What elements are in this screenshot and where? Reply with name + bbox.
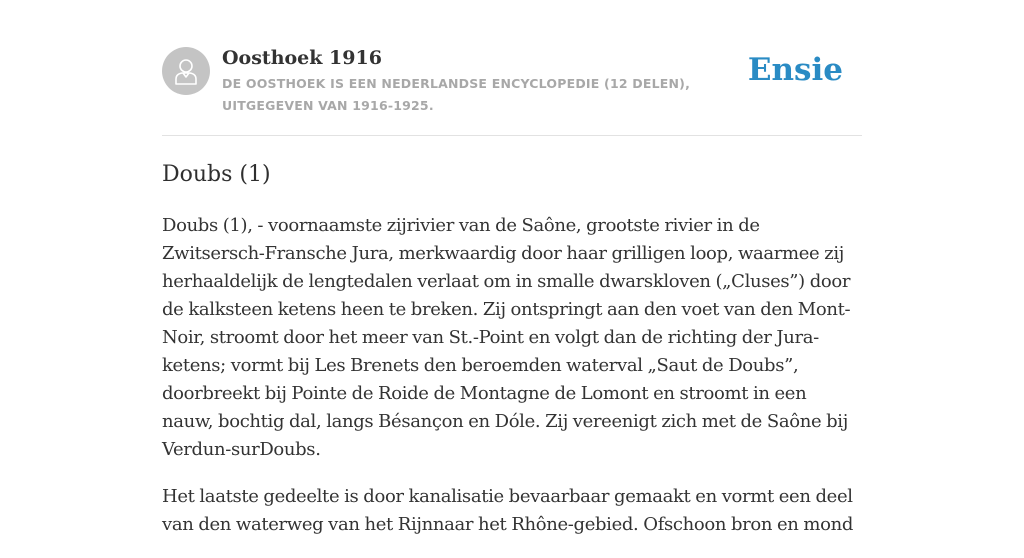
source-header	[162, 0, 862, 136]
source-title[interactable]: Oosthoek 1916	[222, 47, 382, 69]
source-description: DE OOSTHOEK IS EEN NEDERLANDSE ENCYCLOPEDIE (12 DELEN), UITGEGEVEN VAN 1916-1925.	[222, 76, 691, 113]
article-title: Doubs (1)	[162, 162, 271, 187]
page-container	[162, 0, 862, 535]
article-paragraph: Doubs (1), - voornaamste zijrivier van de Saône, grootste rivier in de Zwitsersch-Fransche Jura, merkwaardig door haar grilligen loop, waarmee zij herhaaldelijk de lengtedalen verlaat om in smalle dwarskloven („Cluses”) door de kalksteen ketens heen te breken. Zij ontspringt aan den voet van den Mont-Noir, stroomt door het meer van St.-Point en volgt dan de richting der Jura-ketens; vormt bij Les Brenets den beroemden waterval „Saut de Doubs”, doorbreekt bij Pointe de Roide de Montagne de Lomont en stroomt in een nauw, bochtig dal, langs Bésançon en Dóle. Zij vereenigt zich met de Saône bij Verdun-surDoubs.	[162, 215, 851, 460]
article-paragraph: Het laatste gedeelte is door kanalisatie bevaarbaar gemaakt en vormt een deel van den waterweg van het Rijnnaar het Rhône-gebied. Ofschoon bron en mond	[162, 486, 854, 535]
avatar[interactable]	[162, 47, 210, 95]
source-info	[222, 46, 762, 117]
article-body	[162, 212, 862, 558]
ensie-logo[interactable]: Ensie	[747, 52, 843, 88]
user-icon	[173, 57, 199, 85]
